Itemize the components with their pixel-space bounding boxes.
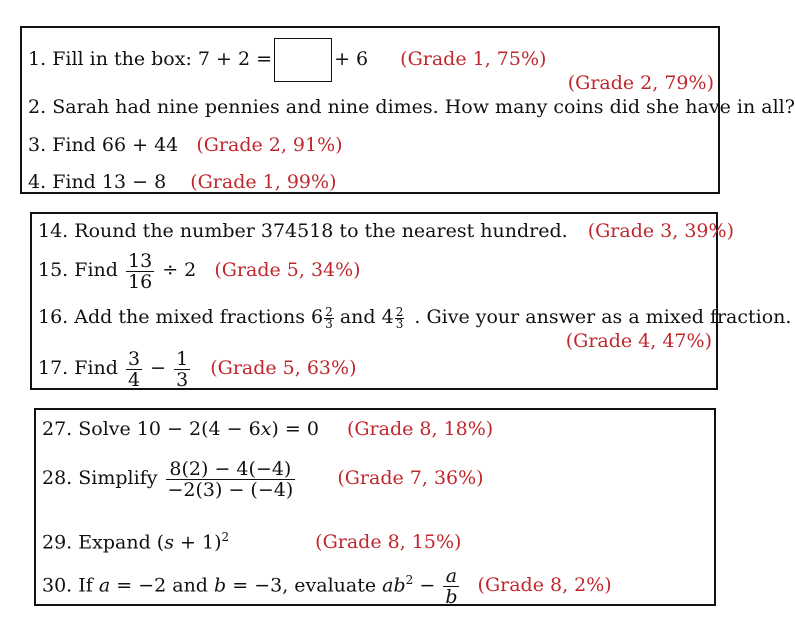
fraction: $\frac{13}{16}$	[127, 249, 153, 293]
question-16: 16. Add the mixed fractions 6 $\frac{2}{3}$ and 4 $\frac{2}{3}$ . Give your answer as a mixed fraction.	[38, 304, 792, 331]
grade-label: (Grade 5, 34%)	[214, 259, 361, 281]
grade-label-q16: (Grade 4, 47%)	[565, 330, 712, 352]
fraction: $\frac{a}{b}$	[445, 564, 458, 608]
grade-label-q2: (Grade 2, 79%)	[567, 72, 714, 94]
question-1: 1. Fill in the box: 7 + 2 = + 6 (Grade 1, 75%)	[28, 37, 718, 82]
grade-label: (Grade 1, 99%)	[190, 171, 337, 193]
question-28: 28. Simplify $\frac{8(2) - 4(-4)}{-2(3) - (-4)}$ (Grade 7, 36%)	[42, 457, 484, 501]
grade-label: (Grade 8, 15%)	[315, 531, 462, 554]
mixed-fraction: $\frac{2}{3}$	[395, 304, 404, 331]
grade-label: (Grade 5, 63%)	[210, 357, 357, 379]
grade-label: (Grade 2, 91%)	[196, 134, 343, 156]
question-4: 4. Find 13 − 8 (Grade 1, 99%)	[28, 171, 337, 193]
fraction: $\frac{3}{4}$	[127, 347, 141, 391]
question-panel-1	[20, 26, 795, 194]
question-3: 3. Find 66 + 44 (Grade 2, 91%)	[28, 134, 343, 156]
fraction: $\frac{8(2) - 4(-4)}{-2(3) - (-4)}$	[167, 457, 294, 501]
question-15: 15. Find $\frac{13}{16}$ ÷ 2 (Grade 5, 34%)	[38, 249, 361, 293]
grade-label: (Grade 3, 39%)	[587, 220, 734, 242]
grade-label: (Grade 7, 36%)	[337, 467, 484, 489]
question-27: 27. Solve 10 − 2(4 − 6x) = 0 (Grade 8, 18%)	[42, 418, 494, 440]
question-panel-2	[30, 212, 792, 391]
answer-box	[274, 38, 332, 82]
question-29: 29. Expand $(s + 1)^2$ (Grade 8, 15%)	[42, 530, 462, 554]
question-2: 2. Sarah had nine pennies and nine dimes. How many coins did she have in all?	[28, 96, 795, 118]
grade-label: (Grade 1, 75%)	[400, 48, 547, 70]
question-14: 14. Round the number 374518 to the nearest hundred. (Grade 3, 39%)	[38, 220, 734, 242]
question-30: 30. If a = −2 and b = −3, evaluate $ab^2$ − $\frac{a}{b}$ (Grade 8, 2%)	[42, 564, 612, 608]
fraction: $\frac{1}{3}$	[176, 347, 189, 391]
question-panel-3	[34, 408, 716, 606]
grade-label: (Grade 8, 2%)	[477, 574, 612, 597]
mixed-fraction: $\frac{2}{3}$	[325, 304, 333, 331]
grade-label: (Grade 8, 18%)	[346, 418, 494, 440]
question-17: 17. Find $\frac{3}{4}$ − $\frac{1}{3}$ (Grade 5, 63%)	[38, 347, 357, 391]
